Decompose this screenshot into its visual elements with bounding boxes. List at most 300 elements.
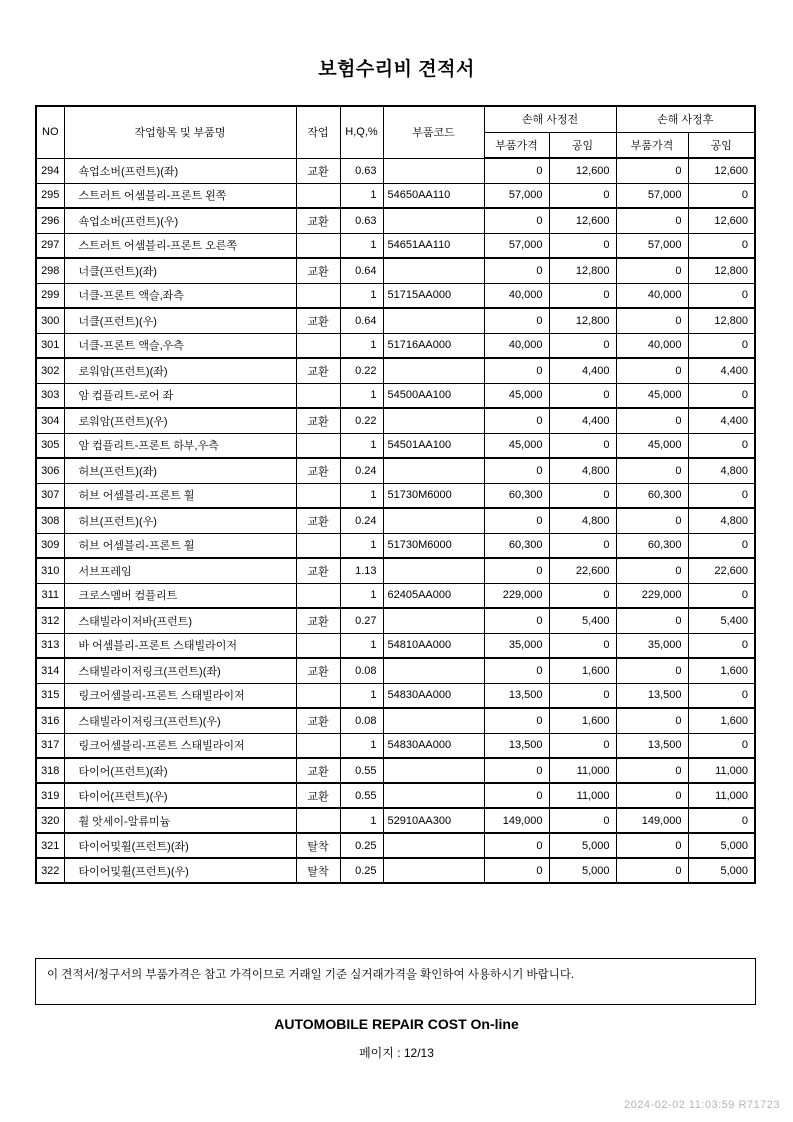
hq-value: 1 [340,483,383,508]
item-name: 휠 앗세이-알류미늄 [64,808,296,833]
before-labor: 0 [549,533,616,558]
hq-value: 1 [340,233,383,258]
before-part-price: 0 [484,208,549,233]
part-code: 54810AA000 [383,633,484,658]
before-labor: 12,800 [549,258,616,283]
item-name: 타이어및휠(프런트)(좌) [64,833,296,858]
after-labor: 4,800 [688,508,755,533]
hq-value: 1 [340,808,383,833]
before-part-price: 229,000 [484,583,549,608]
part-code [383,783,484,808]
work-type [296,633,340,658]
before-labor: 0 [549,333,616,358]
hq-value: 1 [340,183,383,208]
row-no: 307 [36,483,64,508]
after-part-price: 13,500 [616,683,688,708]
item-name: 암 컴플리트-프론트 하부,우측 [64,433,296,458]
page-number-label: 페이지 : 12/13 [359,1046,434,1060]
work-type: 탈착 [296,833,340,858]
header-after-labor: 공임 [688,132,755,158]
row-no: 309 [36,533,64,558]
after-part-price: 0 [616,258,688,283]
row-no: 310 [36,558,64,583]
work-type [296,808,340,833]
after-part-price: 40,000 [616,283,688,308]
work-type [296,483,340,508]
hq-value: 0.27 [340,608,383,633]
before-part-price: 45,000 [484,433,549,458]
item-name: 너클(프런트)(우) [64,308,296,333]
row-no: 316 [36,708,64,733]
print-timestamp: 2024-02-02 11:03:59 R71723 [624,1099,780,1111]
after-part-price: 45,000 [616,433,688,458]
after-labor: 0 [688,583,755,608]
before-labor: 12,600 [549,158,616,183]
hq-value: 0.55 [340,783,383,808]
row-no: 314 [36,658,64,683]
after-labor: 12,800 [688,308,755,333]
before-labor: 12,800 [549,308,616,333]
table-row [36,508,755,533]
part-code [383,833,484,858]
part-code [383,358,484,383]
before-labor: 22,600 [549,558,616,583]
table-row [36,383,755,408]
item-name: 쇽업소버(프런트)(우) [64,208,296,233]
after-part-price: 0 [616,308,688,333]
part-code [383,558,484,583]
row-no: 303 [36,383,64,408]
after-part-price: 0 [616,558,688,583]
row-no: 305 [36,433,64,458]
row-no: 294 [36,158,64,183]
after-part-price: 60,300 [616,533,688,558]
before-part-price: 0 [484,458,549,483]
work-type: 탈착 [296,858,340,883]
table-row [36,658,755,683]
before-part-price: 149,000 [484,808,549,833]
service-brand-title: AUTOMOBILE REPAIR COST On-line [274,1016,519,1032]
item-name: 링크어셈블리-프론트 스태빌라이저 [64,733,296,758]
part-code [383,308,484,333]
before-part-price: 40,000 [484,283,549,308]
table-row [36,633,755,658]
work-type: 교환 [296,158,340,183]
part-code [383,158,484,183]
table-row [36,483,755,508]
after-labor: 5,000 [688,858,755,883]
part-code: 54830AA000 [383,733,484,758]
table-header [36,106,755,158]
work-type [296,233,340,258]
part-code: 54830AA000 [383,683,484,708]
work-type: 교환 [296,308,340,333]
work-type: 교환 [296,208,340,233]
table-row [36,358,755,383]
item-name: 너클-프론트 액슬,우측 [64,333,296,358]
row-no: 301 [36,333,64,358]
before-part-price: 0 [484,608,549,633]
after-labor: 5,400 [688,608,755,633]
row-no: 306 [36,458,64,483]
work-type [296,433,340,458]
item-name: 타이어(프런트)(좌) [64,758,296,783]
item-name: 크로스멤버 컴플리트 [64,583,296,608]
work-type: 교환 [296,658,340,683]
before-part-price: 13,500 [484,733,549,758]
before-labor: 0 [549,433,616,458]
before-part-price: 0 [484,408,549,433]
header-part-code: 부품코드 [383,106,484,158]
after-part-price: 60,300 [616,483,688,508]
work-type: 교환 [296,258,340,283]
before-part-price: 0 [484,358,549,383]
row-no: 317 [36,733,64,758]
work-type [296,333,340,358]
table-row [36,708,755,733]
row-no: 295 [36,183,64,208]
after-part-price: 35,000 [616,633,688,658]
part-code [383,408,484,433]
after-part-price: 0 [616,508,688,533]
item-name: 스트러트 어셈블리-프론트 왼쪽 [64,183,296,208]
after-part-price: 0 [616,708,688,733]
part-code: 54500AA100 [383,383,484,408]
after-labor: 1,600 [688,708,755,733]
item-name: 로워암(프런트)(좌) [64,358,296,383]
item-name: 스태빌라이저링크(프런트)(우) [64,708,296,733]
header-before-part-price: 부품가격 [484,132,549,158]
before-part-price: 60,300 [484,483,549,508]
item-name: 너클(프런트)(좌) [64,258,296,283]
item-name: 너클-프론트 액슬,좌측 [64,283,296,308]
before-labor: 4,800 [549,458,616,483]
work-type: 교환 [296,358,340,383]
work-type [296,733,340,758]
header-no: NO [36,106,64,158]
after-part-price: 0 [616,858,688,883]
item-name: 암 컴플리트-로어 좌 [64,383,296,408]
after-part-price: 0 [616,658,688,683]
before-labor: 11,000 [549,783,616,808]
after-part-price: 0 [616,358,688,383]
before-labor: 0 [549,183,616,208]
table-row [36,308,755,333]
before-labor: 0 [549,808,616,833]
before-labor: 0 [549,233,616,258]
after-labor: 0 [688,683,755,708]
hq-value: 1 [340,583,383,608]
table-row [36,283,755,308]
before-part-price: 0 [484,308,549,333]
hq-value: 0.24 [340,508,383,533]
before-labor: 1,600 [549,658,616,683]
before-labor: 0 [549,383,616,408]
row-no: 297 [36,233,64,258]
part-code [383,458,484,483]
table-row [36,208,755,233]
item-name: 허브 어셈블리-프론트 휠 [64,483,296,508]
before-labor: 5,400 [549,608,616,633]
estimate-table-body [36,158,755,883]
part-code [383,658,484,683]
work-type: 교환 [296,783,340,808]
hq-value: 1 [340,433,383,458]
item-name: 서브프레임 [64,558,296,583]
work-type: 교환 [296,508,340,533]
item-name: 스태빌라이저링크(프런트)(좌) [64,658,296,683]
before-labor: 1,600 [549,708,616,733]
row-no: 321 [36,833,64,858]
after-part-price: 0 [616,208,688,233]
after-part-price: 13,500 [616,733,688,758]
before-part-price: 0 [484,508,549,533]
work-type: 교환 [296,708,340,733]
after-labor: 0 [688,333,755,358]
hq-value: 1 [340,683,383,708]
row-no: 304 [36,408,64,433]
hq-value: 1 [340,383,383,408]
before-labor: 0 [549,683,616,708]
work-type: 교환 [296,608,340,633]
before-part-price: 35,000 [484,633,549,658]
hq-value: 0.22 [340,358,383,383]
after-labor: 5,000 [688,833,755,858]
after-part-price: 0 [616,458,688,483]
row-no: 313 [36,633,64,658]
before-part-price: 40,000 [484,333,549,358]
notice-text: 이 견적서/청구서의 부품가격은 참고 가격이므로 거래일 기준 실거래가격을 확인하여 사용하시기 바랍니다. [47,969,575,981]
item-name: 허브(프런트)(좌) [64,458,296,483]
part-code: 52910AA300 [383,808,484,833]
hq-value: 1 [340,333,383,358]
after-part-price: 40,000 [616,333,688,358]
after-labor: 0 [688,183,755,208]
part-code [383,758,484,783]
hq-value: 0.08 [340,658,383,683]
item-name: 로워암(프런트)(우) [64,408,296,433]
before-part-price: 57,000 [484,183,549,208]
part-code [383,608,484,633]
hq-value: 0.08 [340,708,383,733]
after-labor: 12,600 [688,158,755,183]
after-labor: 4,400 [688,358,755,383]
notice-box [35,958,756,1005]
table-row [36,733,755,758]
after-labor: 0 [688,633,755,658]
work-type [296,583,340,608]
hq-value: 0.25 [340,833,383,858]
part-code: 54651AA110 [383,233,484,258]
hq-value: 0.63 [340,158,383,183]
table-row [36,158,755,183]
header-after-part-price: 부품가격 [616,132,688,158]
row-no: 298 [36,258,64,283]
before-part-price: 0 [484,158,549,183]
hq-value: 0.25 [340,858,383,883]
after-labor: 12,600 [688,208,755,233]
before-labor: 12,600 [549,208,616,233]
table-row [36,858,755,883]
work-type [296,683,340,708]
after-labor: 0 [688,433,755,458]
header-work: 작업 [296,106,340,158]
item-name: 타이어(프런트)(우) [64,783,296,808]
before-labor: 4,400 [549,408,616,433]
item-name: 허브 어셈블리-프론트 휠 [64,533,296,558]
after-labor: 0 [688,808,755,833]
table-row [36,558,755,583]
before-part-price: 0 [484,783,549,808]
work-type [296,183,340,208]
work-type: 교환 [296,758,340,783]
after-labor: 12,800 [688,258,755,283]
row-no: 300 [36,308,64,333]
before-part-price: 0 [484,758,549,783]
item-name: 타이어및휠(프런트)(우) [64,858,296,883]
after-part-price: 57,000 [616,233,688,258]
row-no: 320 [36,808,64,833]
part-code: 54650AA110 [383,183,484,208]
row-no: 322 [36,858,64,883]
row-no: 296 [36,208,64,233]
header-before-assessment: 손해 사정전 [484,106,616,132]
part-code: 54501AA100 [383,433,484,458]
page-title: 보험수리비 견적서 [318,59,475,80]
part-code: 51716AA000 [383,333,484,358]
before-labor: 0 [549,633,616,658]
row-no: 311 [36,583,64,608]
after-labor: 22,600 [688,558,755,583]
item-name: 스태빌라이저바(프런트) [64,608,296,633]
before-part-price: 0 [484,658,549,683]
after-part-price: 0 [616,783,688,808]
hq-value: 0.64 [340,308,383,333]
table-row [36,533,755,558]
work-type: 교환 [296,458,340,483]
hq-value: 0.55 [340,758,383,783]
before-part-price: 60,300 [484,533,549,558]
table-row [36,783,755,808]
after-part-price: 0 [616,158,688,183]
table-row [36,833,755,858]
hq-value: 1.13 [340,558,383,583]
table-row [36,683,755,708]
after-labor: 0 [688,533,755,558]
table-row [36,808,755,833]
after-labor: 0 [688,383,755,408]
item-name: 쇽업소버(프런트)(좌) [64,158,296,183]
part-code [383,708,484,733]
table-row [36,433,755,458]
table-row [36,583,755,608]
hq-value: 1 [340,283,383,308]
table-row [36,758,755,783]
work-type [296,383,340,408]
item-name: 허브(프런트)(우) [64,508,296,533]
after-part-price: 0 [616,408,688,433]
after-labor: 0 [688,733,755,758]
before-labor: 5,000 [549,833,616,858]
table-row [36,258,755,283]
table-row [36,333,755,358]
after-labor: 0 [688,283,755,308]
hq-value: 1 [340,733,383,758]
header-before-labor: 공임 [549,132,616,158]
after-labor: 0 [688,233,755,258]
before-part-price: 0 [484,833,549,858]
before-labor: 0 [549,283,616,308]
table-row [36,408,755,433]
before-part-price: 0 [484,708,549,733]
before-part-price: 57,000 [484,233,549,258]
row-no: 299 [36,283,64,308]
after-labor: 11,000 [688,783,755,808]
header-item: 작업항목 및 부품명 [64,106,296,158]
before-part-price: 13,500 [484,683,549,708]
before-labor: 0 [549,483,616,508]
table-row [36,183,755,208]
part-code [383,208,484,233]
before-part-price: 0 [484,258,549,283]
hq-value: 0.64 [340,258,383,283]
header-after-assessment: 손해 사정후 [616,106,755,132]
row-no: 308 [36,508,64,533]
table-row [36,458,755,483]
hq-value: 1 [340,533,383,558]
hq-value: 0.63 [340,208,383,233]
before-labor: 4,800 [549,508,616,533]
part-code [383,508,484,533]
part-code: 51730M6000 [383,533,484,558]
after-part-price: 0 [616,833,688,858]
row-no: 302 [36,358,64,383]
after-part-price: 0 [616,758,688,783]
after-part-price: 45,000 [616,383,688,408]
part-code [383,258,484,283]
after-labor: 11,000 [688,758,755,783]
part-code: 62405AA000 [383,583,484,608]
before-labor: 4,400 [549,358,616,383]
row-no: 315 [36,683,64,708]
after-labor: 4,400 [688,408,755,433]
work-type [296,283,340,308]
table-row [36,608,755,633]
row-no: 312 [36,608,64,633]
after-labor: 4,800 [688,458,755,483]
work-type: 교환 [296,408,340,433]
after-part-price: 149,000 [616,808,688,833]
after-part-price: 0 [616,608,688,633]
before-labor: 5,000 [549,858,616,883]
row-no: 318 [36,758,64,783]
before-part-price: 45,000 [484,383,549,408]
row-no: 319 [36,783,64,808]
item-name: 스트러트 어셈블리-프론트 오른쪽 [64,233,296,258]
before-labor: 11,000 [549,758,616,783]
after-part-price: 229,000 [616,583,688,608]
item-name: 바 어셈블리-프론트 스태빌라이저 [64,633,296,658]
after-labor: 0 [688,483,755,508]
part-code: 51730M6000 [383,483,484,508]
part-code: 51715AA000 [383,283,484,308]
before-part-price: 0 [484,558,549,583]
work-type: 교환 [296,558,340,583]
item-name: 링크어셈블리-프론트 스태빌라이저 [64,683,296,708]
part-code [383,858,484,883]
after-labor: 1,600 [688,658,755,683]
before-part-price: 0 [484,858,549,883]
